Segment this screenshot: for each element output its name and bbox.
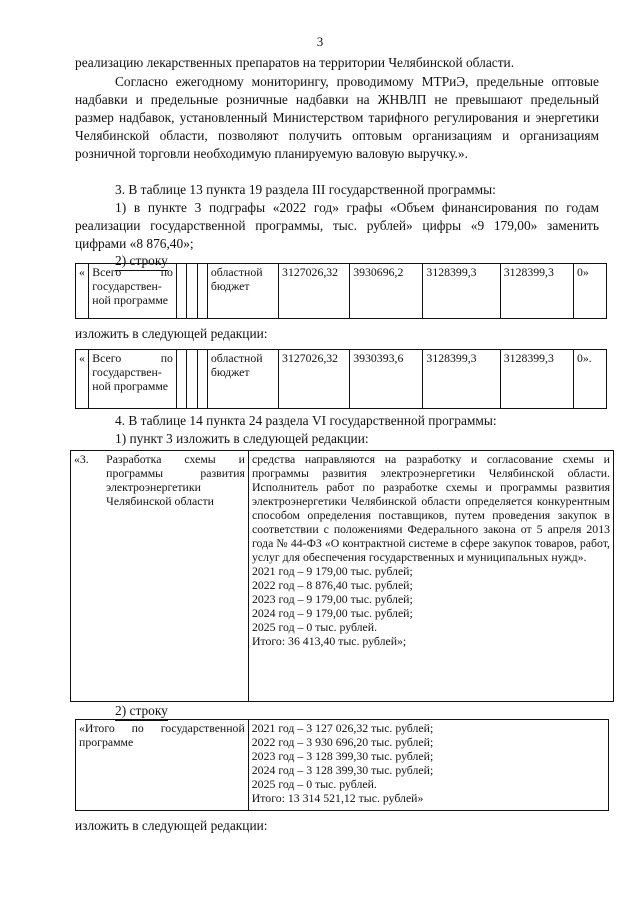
- quote-open-cell: «: [76, 264, 89, 319]
- year-line: 2021 год – 9 179,00 тыс. рублей;: [251, 564, 413, 578]
- replace-text-2: изложить в следующей редакции:: [75, 818, 268, 833]
- page-number: 3: [316, 34, 324, 49]
- empty-cell: [187, 350, 197, 409]
- budget-cell: областной бюджет: [207, 350, 278, 409]
- total-label-cell: Всего по государствен-ной программе: [89, 264, 177, 319]
- year-line: 2022 год – 3 930 696,20 тыс. рублей;: [251, 735, 434, 749]
- table-row-old: [75, 263, 607, 319]
- value-cell: 3930393,6: [350, 350, 423, 409]
- total-name-cell: «Итого по государственной программе: [76, 720, 249, 811]
- value-cell: 3128399,3: [423, 350, 500, 409]
- total-label-cell: [89, 350, 177, 409]
- year-line: 2025 год – 0 тыс. рублей.: [251, 620, 378, 634]
- empty-cell: [197, 264, 207, 319]
- budget-cell: областной бюджет: [207, 264, 278, 319]
- item3-sub2-text: 2) строку: [115, 252, 168, 271]
- year-line: 2024 год – 9 179,00 тыс. рублей;: [251, 606, 413, 620]
- quote-open-cell: «: [76, 350, 89, 409]
- value-cell: 3128399,3: [500, 264, 573, 319]
- item3-sub1: 1) в пункте 3 подграфы «2022 год» графы «Объем финансирования по годам реализации государственной программы, тыс. рублей» цифры «9 179,00» заменить цифрами «8 876,40»;: [75, 200, 599, 251]
- item-desc-text: средства направляются на разработку и согласование схемы и программы развития электроэнергетики Челябинской области. Исполнитель работ по разработке схемы и программы развития электроэнергетики Челябинской области определяется конкурентным способом определения поставщиков, путем проведения закупок в соответствии с положениями Федерального закона от 5 апреля 2013 года № 44-ФЗ «О контрактной системе в сфере закупок товаров, работ, услуг для обеспечения государственных и муниципальных нужд».: [251, 452, 610, 564]
- paragraph-monitoring: Согласно ежегодному мониторингу, проводимому МТРиЭ, предельные оптовые надбавки и предельные розничные надбавки на ЖНВЛП не превышают предельный размер надбавок, установленный Министерством тарифного регулирования и энергетики Челябинской области, позволяют получить оптовым организациям и организациям розничной торговли необходимую планируемую валовую выручку.».: [75, 74, 599, 161]
- value-cell: 0».: [573, 350, 606, 409]
- item4-sub1: 1) пункт 3 изложить в следующей редакции:: [115, 431, 369, 446]
- item4-heading: 4. В таблице 14 пункта 24 раздела VI государственной программы:: [115, 413, 497, 428]
- replace-text-1: изложить в следующей редакции:: [75, 326, 268, 341]
- value-cell: 3127026,32: [279, 264, 350, 319]
- item-name-cell: Разработка схемы и программы развития электроэнергетики Челябинской области: [103, 451, 248, 702]
- value-cell: 3127026,32: [279, 350, 350, 409]
- value-cell: 3128399,3: [500, 350, 573, 409]
- value-cell: 0»: [573, 264, 606, 319]
- item3-heading: 3. В таблице 13 пункта 19 раздела III государственной программы:: [115, 182, 496, 197]
- table-total: [75, 719, 609, 811]
- table-row-new: [75, 349, 607, 409]
- value-cell: 3930696,2: [350, 264, 423, 319]
- year-line: 2021 год – 3 127 026,32 тыс. рублей;: [251, 721, 434, 735]
- table-item3: [70, 450, 614, 702]
- paragraph-intro-end: реализацию лекарственных препаратов на территории Челябинской области.: [75, 55, 515, 70]
- total-label-text: Всего по государствен-ной программе: [92, 351, 173, 393]
- year-line: 2023 год – 9 179,00 тыс. рублей;: [251, 592, 413, 606]
- year-line: 2022 год – 8 876,40 тыс. рублей;: [251, 578, 413, 592]
- item-desc-cell: [248, 451, 613, 702]
- empty-cell: [187, 264, 197, 319]
- total-years-cell: [248, 720, 608, 811]
- empty-cell: [197, 350, 207, 409]
- value-cell: 3128399,3: [423, 264, 500, 319]
- item4-sub2-text: 2) строку: [115, 702, 168, 721]
- year-line: 2023 год – 3 128 399,30 тыс. рублей;: [251, 749, 434, 763]
- total-line: Итого: 36 413,40 тыс. рублей»;: [251, 634, 407, 648]
- empty-cell: [176, 350, 186, 409]
- year-line: 2024 год – 3 128 399,30 тыс. рублей;: [251, 763, 434, 777]
- total-line: Итого: 13 314 521,12 тыс. рублей»: [251, 791, 424, 805]
- year-line: 2025 год – 0 тыс. рублей.: [251, 777, 377, 791]
- item-number-cell: «3.: [71, 451, 104, 702]
- empty-cell: [176, 264, 186, 319]
